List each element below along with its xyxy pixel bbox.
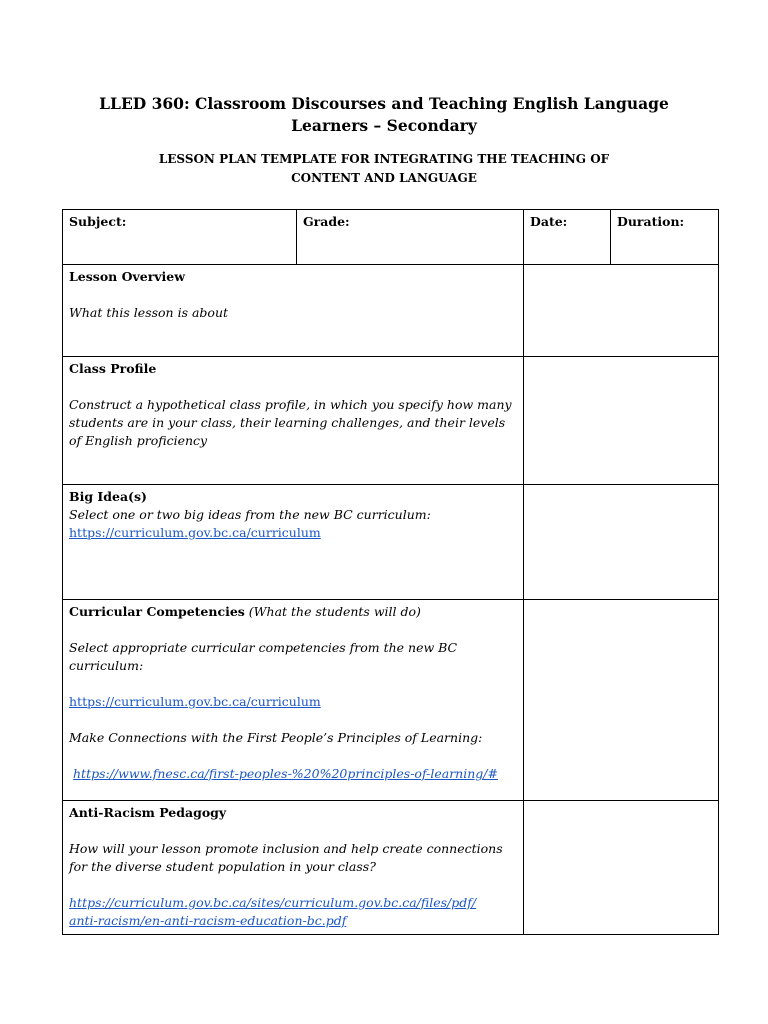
duration-label: Duration: (617, 214, 685, 229)
duration-cell[interactable] (611, 210, 719, 265)
anti-racism-cell (63, 801, 524, 935)
lesson-overview-cell (63, 265, 524, 357)
lesson-overview-prompt: What this lesson is about (69, 305, 229, 320)
anti-racism-link-line-2[interactable]: anti-racism/en-anti-racism-education-bc.pdf (69, 913, 347, 928)
lesson-overview-row (63, 265, 719, 357)
subject-label: Subject: (69, 214, 127, 229)
curricular-competencies-note: (What the students will do) (248, 604, 421, 619)
lesson-overview-heading: Lesson Overview (69, 269, 186, 284)
big-ideas-heading: Big Idea(s) (69, 489, 147, 504)
anti-racism-link-line-1[interactable]: https://curriculum.gov.bc.ca/sites/curriculum.gov.bc.ca/files/pdf/ (69, 895, 477, 910)
curricular-competencies-response[interactable] (524, 600, 719, 801)
grade-cell[interactable] (297, 210, 524, 265)
grade-label: Grade: (303, 214, 350, 229)
curricular-competencies-link[interactable]: https://curriculum.gov.bc.ca/curriculum (69, 694, 321, 709)
document-title (0, 93, 768, 137)
first-peoples-link[interactable]: https://www.fnesc.ca/first-peoples-%20%20principles-of-learning/# (73, 766, 498, 781)
big-ideas-response[interactable] (524, 485, 719, 600)
curricular-competencies-cell (63, 600, 524, 801)
anti-racism-heading: Anti-Racism Pedagogy (69, 805, 227, 820)
class-profile-response[interactable] (524, 357, 719, 485)
big-ideas-prompt: Select one or two big ideas from the new BC curriculum: (69, 507, 431, 522)
first-peoples-prompt: Make Connections with the First People’s Principles of Learning: (69, 730, 483, 745)
big-ideas-cell (63, 485, 524, 600)
date-label: Date: (530, 214, 568, 229)
date-cell[interactable] (524, 210, 611, 265)
class-profile-cell (63, 357, 524, 485)
curricular-competencies-prompt: Select appropriate curricular competencies from the new BC curriculum: (69, 640, 458, 673)
big-ideas-row (63, 485, 719, 600)
lesson-plan-table (62, 209, 719, 935)
subject-cell[interactable] (63, 210, 297, 265)
anti-racism-response[interactable] (524, 801, 719, 935)
curricular-competencies-row (63, 600, 719, 801)
curricular-competencies-heading: Curricular Competencies (69, 604, 245, 619)
anti-racism-prompt: How will your lesson promote inclusion and help create connections for the diverse student population in your class? (69, 841, 503, 874)
class-profile-row (63, 357, 719, 485)
big-ideas-link[interactable]: https://curriculum.gov.bc.ca/curriculum (69, 525, 321, 540)
title-line-2: Learners – Secondary (291, 116, 477, 135)
class-profile-prompt: Construct a hypothetical class profile, in which you specify how many students are in your class, their learning challenges, and their levels of English proficiency (69, 397, 512, 448)
subtitle-line-2: CONTENT AND LANGUAGE (291, 171, 477, 185)
table-header-row (63, 210, 719, 265)
lesson-overview-response[interactable] (524, 265, 719, 357)
subtitle-line-1: LESSON PLAN TEMPLATE FOR INTEGRATING THE TEACHING OF (158, 152, 610, 166)
anti-racism-row (63, 801, 719, 935)
title-line-1: LLED 360: Classroom Discourses and Teaching English Language (99, 94, 669, 113)
document-subtitle (0, 150, 768, 188)
class-profile-heading: Class Profile (69, 361, 157, 376)
